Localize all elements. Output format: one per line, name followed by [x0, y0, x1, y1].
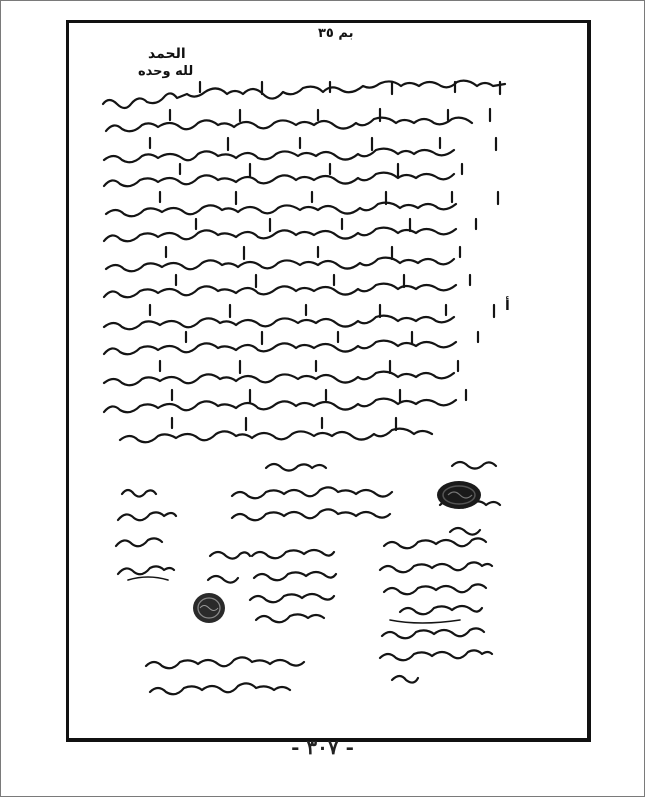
seal-stamp — [434, 478, 484, 512]
invocation-line-2: لله وحده — [138, 64, 194, 79]
margin-mark: أ — [505, 298, 510, 314]
invocation-line-1: الحمد — [148, 46, 186, 62]
page-number: - ٣٠٧ - — [291, 735, 354, 759]
reference-number: بم ٣٥ — [318, 26, 354, 41]
seal-stamp — [190, 590, 228, 626]
